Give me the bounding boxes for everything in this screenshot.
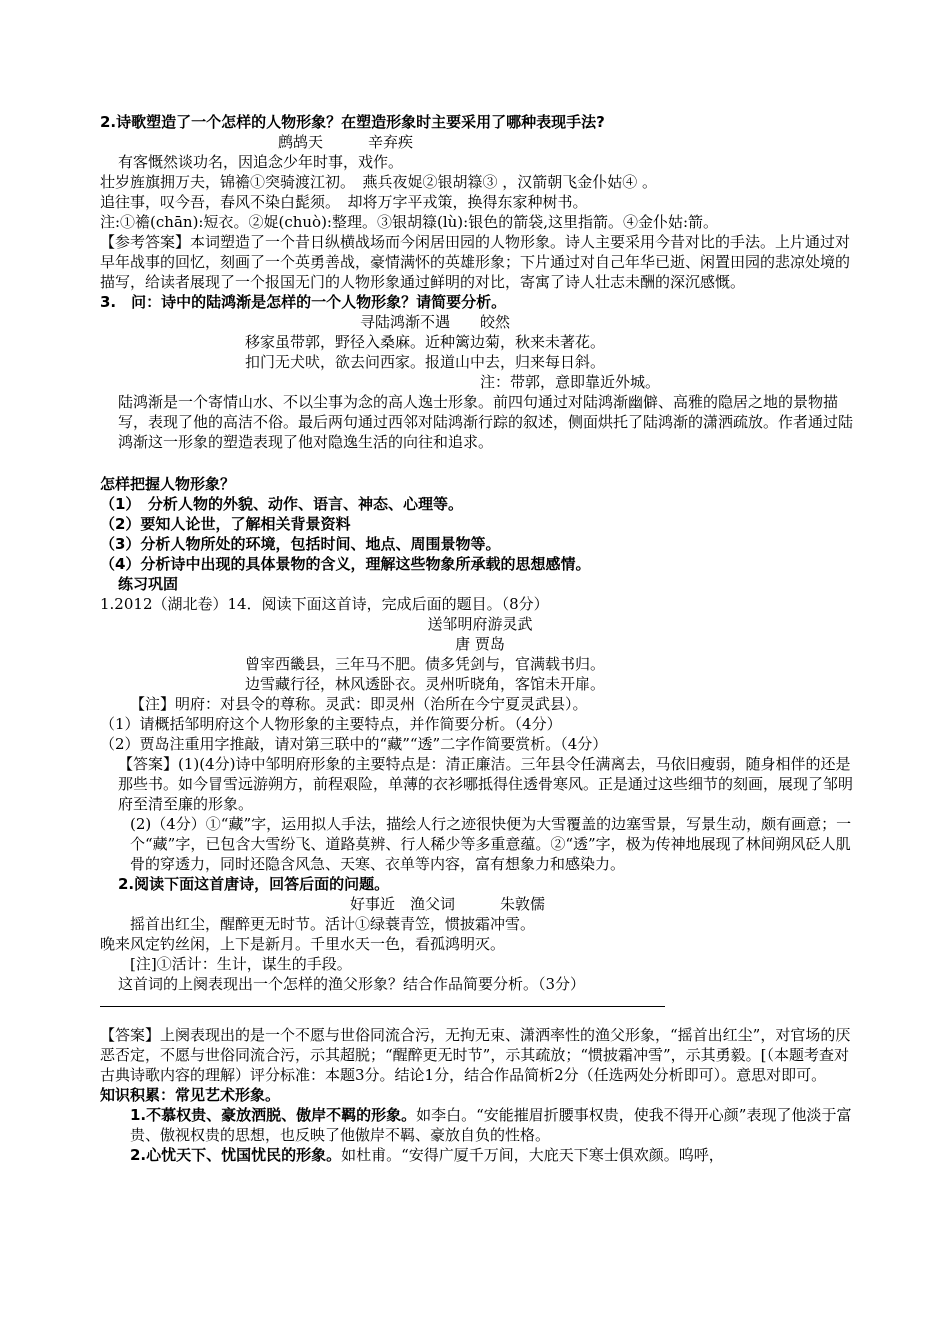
ex2-answer: 【答案】上阕表现出的是一个不愿与世俗同流合污，无拘无束、潇洒率性的渔父形象，“摇首出红尘”，对官场的厌恶否定，不愿与世俗同流合污，示其超脱；“醒醉更无时节”，示其疏放；“惯披霜冲雪”，示其勇毅。[（本题考查对古典诗歌内容的理解）评分标准：本题3分。结论1分，结合作品简析2分（任选两处分析即可）。意思对即可。 bbox=[100, 1026, 851, 1084]
ex2-poem-line: 摇首出红尘，醒醉更无时节。活计①绿蓑青笠，惯披霜冲雪。 bbox=[130, 915, 536, 933]
method-item: （2）要知人论世，了解相关背景资料 bbox=[100, 515, 351, 533]
method-heading: 怎样把握人物形象？ bbox=[100, 475, 236, 493]
q2-line: 追往事，叹今吾，春风不染白髭须。 却将万字平戎策，换得东家种树书。 bbox=[100, 193, 588, 211]
q2-poem-title: 鹧鸪天 辛弃疾 bbox=[278, 133, 414, 151]
ex1-answer-1: 【答案】(1)(4分)诗中邹明府形象的主要特点是：清正廉洁。三年县令任满离去，马依旧瘦弱，随身相伴的还是那些书。如今冒雪远游朔方，前程艰险，单薄的衣衫哪抵得住透骨寒风。正是通过这些细节的刻画，展现了邹明府至清至廉的形象。 bbox=[118, 755, 854, 813]
q2-answer: 【参考答案】本词塑造了一个昔日纵横战场而今闲居田园的人物形象。诗人主要采用今昔对比的手法。上片通过对早年战事的回忆，刻画了一个英勇善战，豪情满怀的英雄形象；下片通过对自己年华已逝、闲置田园的悲凉处境的描写，给读者展现了一个报国无门的人物形象通过鲜明的对比，寄寓了诗人壮志未酬的深沉感慨。 bbox=[100, 233, 851, 291]
ex1-poem-line: 曾宰西畿县，三年马不肥。债多凭剑与，官满载书归。 bbox=[245, 655, 606, 673]
q2-line: 壮岁旌旗拥万夫，锦襜①突骑渡江初。 燕兵夜娖②银胡簶③ ，汉箭朝飞金仆姑④ 。 bbox=[100, 173, 658, 191]
ex1-question-1: （1）请概括邹明府这个人物形象的主要特点，并作简要分析。（4分） bbox=[100, 715, 562, 733]
knowledge-heading: 知识积累：常见艺术形象。 bbox=[100, 1086, 281, 1104]
q3-heading: 3. 问：诗中的陆鸿渐是怎样的一个人物形象？请简要分析。 bbox=[100, 293, 507, 311]
ex1-question-2: （2）贾岛注重用字推敲，请对第三联中的“藏”“透”二字作简要赏析。（4分） bbox=[100, 735, 608, 753]
knowledge-item-1-text: 如李白。“安能摧眉折腰事权贵，使我不得开心颜”表现了他淡于富贵、傲视权贵的思想，也反映了他傲岸不羁、豪放自负的性格。 bbox=[130, 1106, 852, 1144]
q2-heading: 2.诗歌塑造了一个怎样的人物形象？在塑造形象时主要采用了哪种表现手法? bbox=[100, 113, 605, 131]
ex2-note: [注]①活计：生计，谋生的手段。 bbox=[130, 955, 352, 973]
q3-poem-line: 扣门无犬吠，欲去问西家。报道山中去，归来每日斜。 bbox=[245, 353, 606, 371]
q2-preface: 有客慨然谈功名，因追念少年时事，戏作。 bbox=[118, 153, 404, 171]
ex1-poem-line: 边雪藏行径，林风透卧衣。灵州听晓角，客馆未开扉。 bbox=[245, 675, 606, 693]
method-item: （4）分析诗中出现的具体景物的含义，理解这些物象所承载的思想感情。 bbox=[100, 555, 591, 573]
ex2-question: 这首词的上阕表现出一个怎样的渔父形象？结合作品简要分析。（3分） bbox=[118, 975, 586, 993]
ex1-heading: 1.2012（湖北卷）14．阅读下面这首诗，完成后面的题目。（8分） bbox=[100, 595, 549, 613]
q3-poem-line: 移家虽带郭，野径入桑麻。近种篱边菊，秋来未著花。 bbox=[245, 333, 606, 351]
practice-heading: 练习巩固 bbox=[118, 575, 179, 593]
knowledge-item-2-title: 2.心忧天下、忧国忧民的形象。 bbox=[130, 1146, 342, 1164]
ex2-heading: 2.阅读下面这首唐诗，回答后面的问题。 bbox=[118, 875, 390, 893]
q3-answer: 陆鸿渐是一个寄情山水、不以尘事为念的高人逸士形象。前四句通过对陆鸿渐幽僻、高雅的隐居之地的景物描写，表现了他的高洁不俗。最后两句通过西邻对陆鸿渐行踪的叙述，侧面烘托了陆鸿渐的潇洒疏放。作者通过陆鸿渐这一形象的塑造表现了他对隐逸生活的向往和追求。 bbox=[118, 393, 854, 451]
knowledge-item-2 bbox=[100, 1145, 860, 1165]
ex1-note: 【注】明府：对县令的尊称。灵武：即灵州（治所在今宁夏灵武县）。 bbox=[130, 695, 588, 713]
document-page bbox=[100, 112, 860, 1165]
ex2-poem-line: 晚来风定钓丝闲，上下是新月。千里水天一色，看孤鸿明灭。 bbox=[100, 935, 506, 953]
answer-blank-line bbox=[100, 1006, 665, 1007]
knowledge-item-1-title: 1.不慕权贵、豪放洒脱、傲岸不羁的形象。 bbox=[130, 1106, 417, 1124]
knowledge-item-1 bbox=[100, 1105, 860, 1145]
method-item: （3）分析人物所处的环境，包括时间、地点、周围景物等。 bbox=[100, 535, 501, 553]
knowledge-item-2-text: 如杜甫。“安得广厦千万间，大庇天下寒士俱欢颜。呜呼， bbox=[341, 1146, 724, 1164]
q2-note: 注:①襜(chān):短衣。②娖(chuò):整理。③银胡簶(lù):银色的箭袋,这里指箭。④金仆姑:箭。 bbox=[100, 213, 719, 231]
q3-note: 注：带郭，意即靠近外城。 bbox=[480, 373, 661, 391]
ex1-answer-2: (2)（4分）①“藏”字，运用拟人手法，描绘人行之迹很快便为大雪覆盖的边塞雪景，写景生动，颇有画意；一个“藏”字，已包含大雪纷飞、道路莫辨、行人稀少等多重意蕴。②“透”字，极为传神地展现了林间朔风砭人肌骨的穿透力，同时还隐含风急、天寒、衣单等内容，富有想象力和感染力。 bbox=[130, 815, 852, 873]
q3-poem-title: 寻陆鸿渐不遇 皎然 bbox=[360, 313, 511, 331]
ex2-poem-title: 好事近 渔父词 朱敦儒 bbox=[350, 895, 546, 913]
ex1-poem-title: 送邹明府游灵武 bbox=[427, 615, 533, 633]
method-item: （1） 分析人物的外貌、动作、语言、神态、心理等。 bbox=[100, 495, 463, 513]
ex1-author: 唐 贾岛 bbox=[455, 635, 505, 653]
